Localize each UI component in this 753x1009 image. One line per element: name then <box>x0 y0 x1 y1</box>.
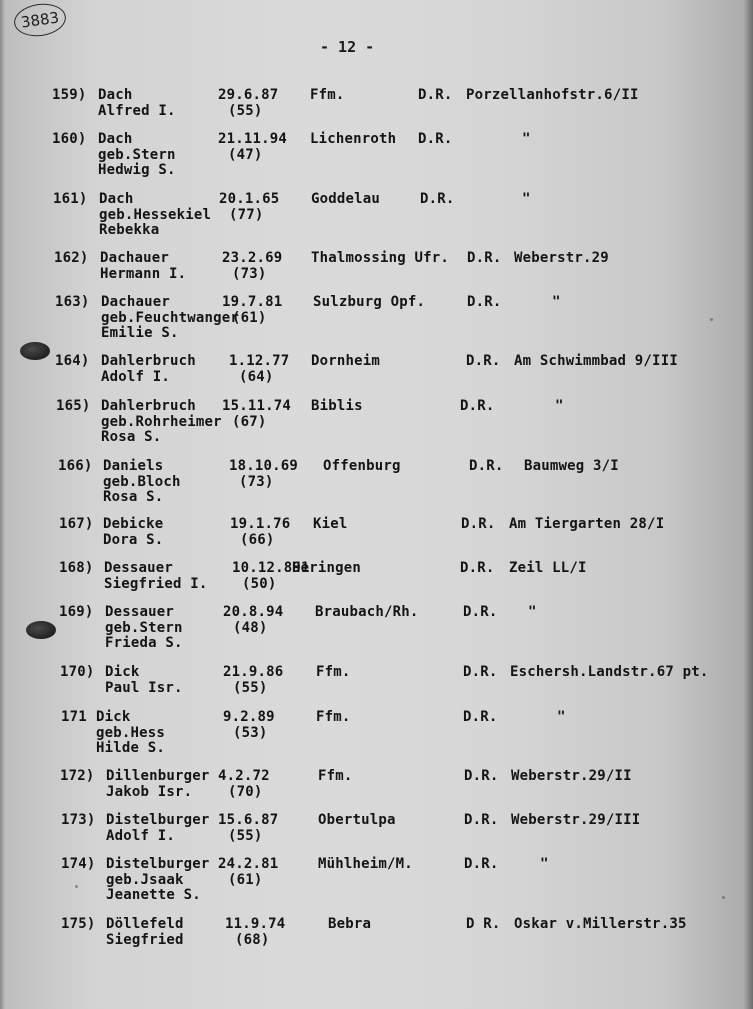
entry-name-line: Frieda S. <box>105 635 183 651</box>
entry-address: " <box>557 709 566 725</box>
entry-surname: Dach <box>99 191 134 207</box>
entry-name-line: Rosa S. <box>103 489 164 505</box>
entry-number: 170) <box>60 664 95 680</box>
page-number: - 12 - <box>320 38 375 56</box>
entry-name-line: geb.Stern <box>98 146 176 163</box>
entry-address: " <box>552 294 561 310</box>
entry-destination: D.R. <box>469 458 504 474</box>
entry-name-line: Alfred I. <box>98 102 176 119</box>
entry-birthplace: Obertulpa <box>318 812 396 828</box>
entry-destination: D.R. <box>467 294 502 310</box>
entry-surname: Dessauer <box>104 560 174 576</box>
entry-destination: D.R. <box>466 353 501 369</box>
entry-birthdate: 29.6.87 <box>218 87 279 103</box>
entry-age: (48) <box>233 619 268 636</box>
entry-destination: D.R. <box>463 709 498 725</box>
entry-birthdate: 9.2.89 <box>223 709 275 725</box>
entry-birthdate: 15.11.74 <box>222 398 292 414</box>
entry-name-line: Siegfried I. <box>104 575 208 592</box>
entry-birthdate: 24.2.81 <box>218 856 279 872</box>
entry-birthdate: 10.12.891 <box>232 560 310 576</box>
entry-surname: Daniels <box>103 458 164 474</box>
speck <box>710 318 713 321</box>
entry-address: " <box>555 398 564 414</box>
entry-surname: Dillenburger <box>106 768 210 784</box>
entry-birthplace: Thalmossing Ufr. <box>311 250 450 266</box>
entry-birthplace: Ffm. <box>318 768 353 784</box>
entry-number: 161) <box>53 191 88 207</box>
entry-birthdate: 19.1.76 <box>230 516 291 532</box>
entry-destination: D.R. <box>464 856 499 872</box>
entry-destination: D.R. <box>418 131 453 147</box>
entry-address: Porzellanhofstr.6/II <box>466 87 639 103</box>
entry-destination: D.R. <box>461 516 496 532</box>
speck <box>722 896 725 899</box>
entry-name-line: Hermann I. <box>100 265 187 282</box>
entry-age: (68) <box>235 931 270 948</box>
entry-name-line: geb.Bloch <box>103 473 181 490</box>
entry-birthplace: Bebra <box>328 916 372 932</box>
entry-age: (64) <box>239 368 274 385</box>
entry-name-line: Hilde S. <box>96 740 166 756</box>
entry-birthplace: Kiel <box>313 516 348 532</box>
entry-surname: Dessauer <box>105 604 175 620</box>
entry-age: (70) <box>228 783 263 800</box>
entry-surname: Dick <box>96 709 131 725</box>
entry-number: 173) <box>61 812 96 828</box>
entry-birthplace: Biblis <box>311 398 363 414</box>
entry-number: 159) <box>52 87 87 103</box>
entry-name-line: Jeanette S. <box>106 887 201 903</box>
entry-number: 166) <box>58 458 93 474</box>
entry-birthdate: 19.7.81 <box>222 294 283 310</box>
entry-age: (47) <box>228 146 263 163</box>
entry-age: (50) <box>242 575 277 592</box>
entry-destination: D.R. <box>464 768 499 784</box>
entry-number: 160) <box>52 131 87 147</box>
entry-name-line: geb.Feuchtwanger <box>101 309 240 326</box>
entry-birthplace: Mühlheim/M. <box>318 856 413 872</box>
entry-birthplace: Goddelau <box>311 191 381 207</box>
entry-number: 172) <box>60 768 95 784</box>
entry-number: 169) <box>59 604 94 620</box>
entry-age: (61) <box>228 871 263 888</box>
entry-address: Am Tiergarten 28/I <box>509 516 665 532</box>
archive-stamp: 3883 <box>12 1 68 40</box>
entry-name-line: Hedwig S. <box>98 162 176 178</box>
entry-age: (73) <box>239 473 274 490</box>
entry-surname: Dahlerbruch <box>101 398 196 414</box>
entry-address: Eschersh.Landstr.67 pt. <box>510 664 709 680</box>
entry-birthplace: Offenburg <box>323 458 401 474</box>
entry-birthdate: 4.2.72 <box>218 768 270 784</box>
entry-destination: D.R. <box>460 398 495 414</box>
entry-address: " <box>522 131 531 147</box>
entry-age: (61) <box>232 309 267 326</box>
entry-number: 165) <box>56 398 91 414</box>
entry-name-line: Rosa S. <box>101 429 162 445</box>
entry-address: Baumweg 3/I <box>524 458 619 474</box>
page-left-edge <box>0 0 6 1009</box>
entry-name-line: Siegfried <box>106 931 184 948</box>
entry-birthdate: 18.10.69 <box>229 458 299 474</box>
entry-number: 168) <box>59 560 94 576</box>
entry-destination: D.R. <box>467 250 502 266</box>
entry-birthplace: Heringen <box>292 560 362 576</box>
entry-surname: Dach <box>98 87 133 103</box>
entry-birthdate: 1.12.77 <box>229 353 290 369</box>
entry-address: Oskar v.Millerstr.35 <box>514 916 687 932</box>
entry-surname: Dachauer <box>101 294 171 310</box>
entry-destination: D.R. <box>463 604 498 620</box>
entry-destination: D.R. <box>418 87 453 103</box>
punch-hole <box>26 621 56 639</box>
entry-name-line: Adolf I. <box>106 827 176 844</box>
entry-name-line: Dora S. <box>103 531 164 548</box>
entry-surname: Distelburger <box>106 812 210 828</box>
entry-destination: D R. <box>466 916 501 932</box>
entry-age: (73) <box>232 265 267 282</box>
entry-birthdate: 11.9.74 <box>225 916 286 932</box>
entry-destination: D.R. <box>464 812 499 828</box>
entry-destination: D.R. <box>460 560 495 576</box>
entry-birthdate: 21.11.94 <box>218 131 288 147</box>
entry-birthplace: Ffm. <box>316 664 351 680</box>
entry-surname: Distelburger <box>106 856 210 872</box>
entry-name-line: geb.Rohrheimer <box>101 413 222 430</box>
entry-destination: D.R. <box>463 664 498 680</box>
entry-number: 162) <box>54 250 89 266</box>
entry-age: (67) <box>232 413 267 430</box>
entry-name-line: geb.Jsaak <box>106 871 184 888</box>
entry-address: Zeil LL/I <box>509 560 587 576</box>
entry-age: (66) <box>240 531 275 548</box>
entry-age: (77) <box>229 206 264 223</box>
entry-age: (55) <box>233 679 268 696</box>
entry-birthplace: Dornheim <box>311 353 381 369</box>
entry-name-line: Paul Isr. <box>105 679 183 696</box>
entry-birthdate: 15.6.87 <box>218 812 279 828</box>
entry-age: (55) <box>228 102 263 119</box>
entry-birthplace: Sulzburg Opf. <box>313 294 426 310</box>
entry-surname: Döllefeld <box>106 916 184 932</box>
entry-birthplace: Ffm. <box>310 87 345 103</box>
entry-surname: Dick <box>105 664 140 680</box>
entry-name-line: Jakob Isr. <box>106 783 193 800</box>
entry-surname: Dahlerbruch <box>101 353 196 369</box>
speck <box>75 885 78 888</box>
entry-address: " <box>540 856 549 872</box>
entry-name-line: geb.Stern <box>105 619 183 636</box>
entry-birthdate: 23.2.69 <box>222 250 283 266</box>
entry-name-line: geb.Hess <box>96 724 166 741</box>
page-right-edge <box>743 0 753 1009</box>
entry-birthplace: Ffm. <box>316 709 351 725</box>
entry-number: 175) <box>61 916 96 932</box>
entry-number: 164) <box>55 353 90 369</box>
entry-address: " <box>528 604 537 620</box>
punch-hole <box>20 342 50 360</box>
entry-birthdate: 20.8.94 <box>223 604 284 620</box>
entry-name-line: Adolf I. <box>101 368 171 385</box>
entry-address: Weberstr.29/II <box>511 768 632 784</box>
entry-address: Weberstr.29 <box>514 250 609 266</box>
entry-number: 163) <box>55 294 90 310</box>
entry-address: Am Schwimmbad 9/III <box>514 353 678 369</box>
entry-number: 174) <box>61 856 96 872</box>
entry-number: 167) <box>59 516 94 532</box>
entry-birthdate: 20.1.65 <box>219 191 280 207</box>
entry-name-line: Rebekka <box>99 222 160 238</box>
entry-age: (53) <box>233 724 268 741</box>
entry-name-line: Emilie S. <box>101 325 179 341</box>
entry-birthplace: Lichenroth <box>310 131 397 147</box>
entry-name-line: geb.Hessekiel <box>99 206 212 223</box>
entry-surname: Dach <box>98 131 133 147</box>
entry-number: 171 <box>61 709 87 725</box>
entry-birthplace: Braubach/Rh. <box>315 604 419 620</box>
entry-address: Weberstr.29/III <box>511 812 641 828</box>
entry-surname: Debicke <box>103 516 164 532</box>
entry-address: " <box>522 191 531 207</box>
entry-age: (55) <box>228 827 263 844</box>
entry-surname: Dachauer <box>100 250 170 266</box>
entry-birthdate: 21.9.86 <box>223 664 284 680</box>
entry-destination: D.R. <box>420 191 455 207</box>
